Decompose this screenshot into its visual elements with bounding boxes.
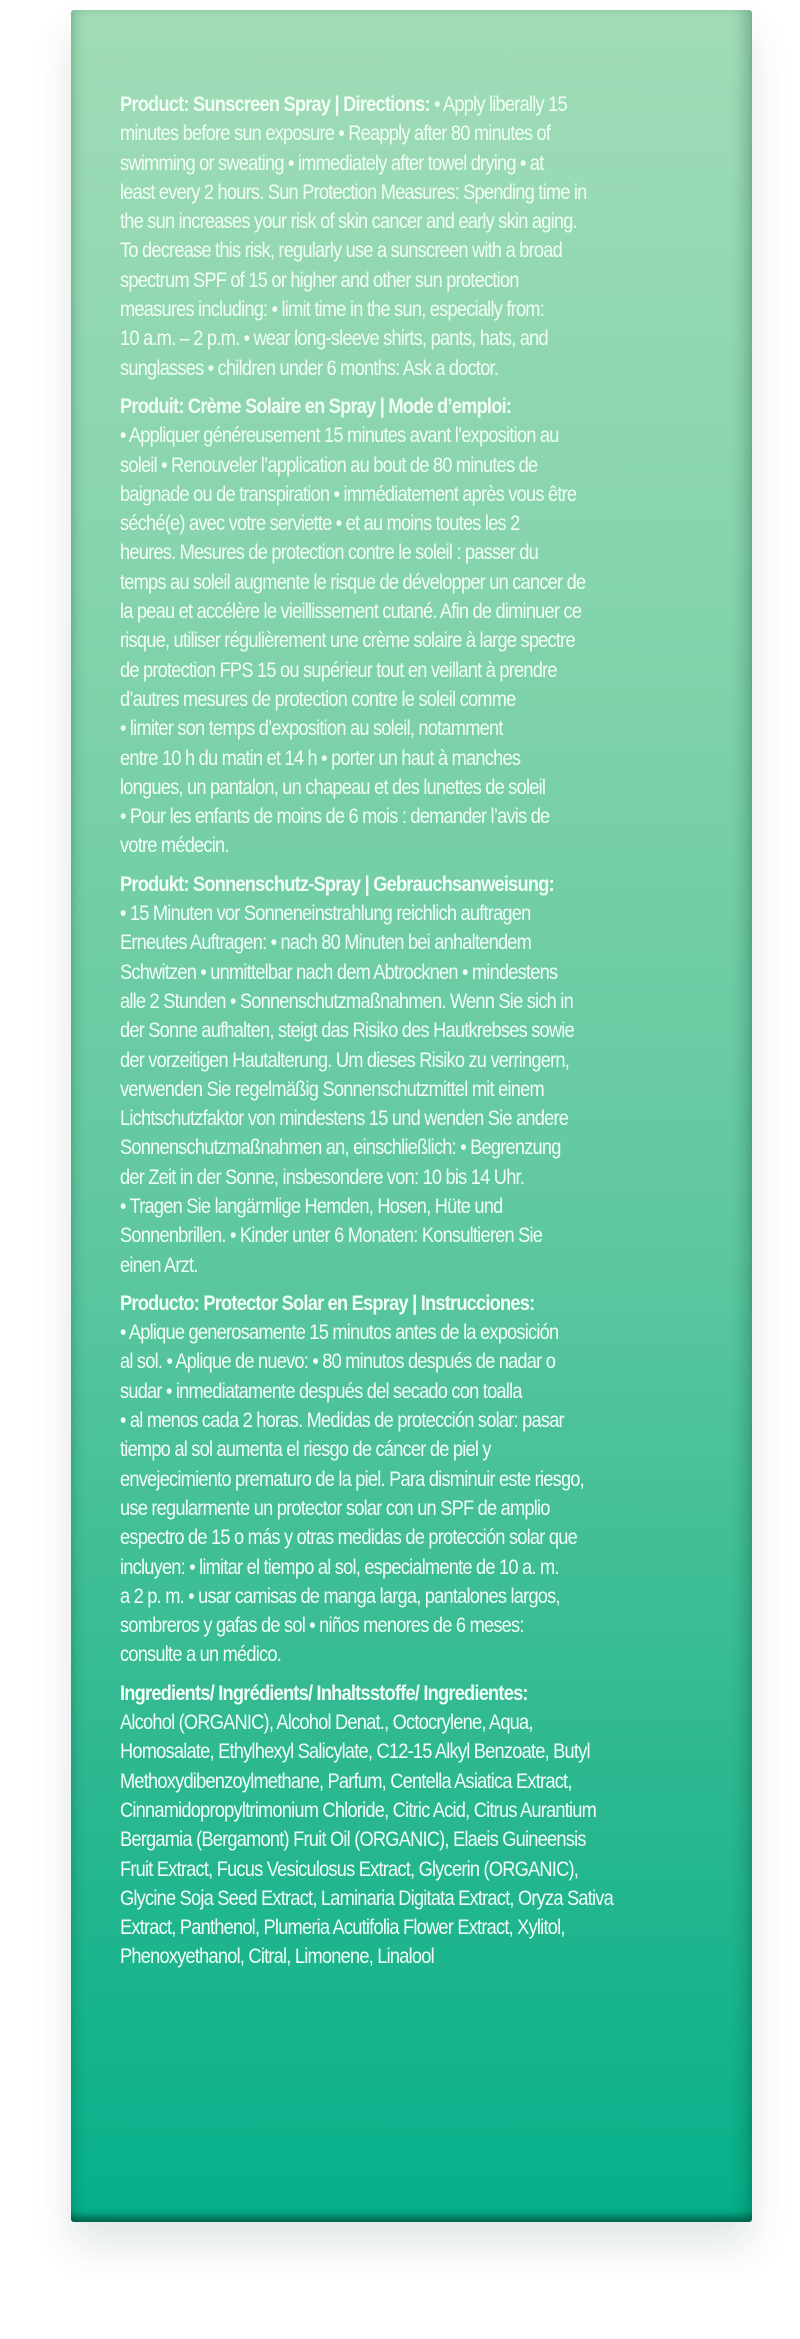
- text-line: heures. Mesures de protection contre le soleil : passer du: [120, 541, 538, 565]
- text-line: einen Arzt.: [120, 1253, 198, 1277]
- text-line: incluyen: • limitar el tiempo al sol, especialmente de 10 a. m.: [120, 1555, 559, 1579]
- text-line: Glycine Soja Seed Extract, Laminaria Digitata Extract, Oryza Sativa: [120, 1886, 613, 1910]
- text-line: espectro de 15 o más y otras medidas de protección solar que: [120, 1526, 577, 1550]
- text-line: alle 2 Stunden • Sonnenschutzmaßnahmen. Wenn Sie sich in: [120, 989, 573, 1013]
- text-line: Extract, Panthenol, Plumeria Acutifolia Flower Extract, Xylitol,: [120, 1916, 565, 1940]
- text-line: • Pour les enfants de moins de 6 mois : demander l’avis de: [120, 805, 550, 829]
- text-line: • al menos cada 2 horas. Medidas de protección solar: pasar: [120, 1409, 564, 1433]
- text-line: Erneutes Auftragen: • nach 80 Minuten bei anhaltendem: [120, 931, 532, 955]
- text-line: • limiter son temps d’exposition au soleil, notamment: [120, 717, 503, 741]
- text-line-continuation: • Apply liberally 15: [429, 93, 567, 116]
- text-line: sombreros y gafas de sol • niños menores de 6 meses:: [120, 1614, 524, 1638]
- text-line: tiempo al sol aumenta el riesgo de cáncer de piel y: [120, 1438, 491, 1462]
- text-line: sunglasses • children under 6 months: Ask a doctor.: [120, 356, 499, 380]
- text-line: swimming or sweating • immediately after towel drying • at: [120, 151, 544, 175]
- text-line: Schwitzen • unmittelbar nach dem Abtrocknen • mindestens: [120, 960, 558, 984]
- text-line: least every 2 hours. Sun Protection Measures: Spending time in: [120, 180, 587, 204]
- text-line: Homosalate, Ethylhexyl Salicylate, C12-15 Alkyl Benzoate, Butyl: [120, 1740, 590, 1764]
- section-heading: Ingredients/ Ingrédients/ Inhaltsstoffe/ Ingredientes:: [120, 1681, 528, 1705]
- text-line: longues, un pantalon, un chapeau et des lunettes de soleil: [120, 775, 546, 799]
- text-line: minutes before sun exposure • Reapply after 80 minutes of: [120, 122, 551, 146]
- text-line: the sun increases your risk of skin cancer and early skin aging.: [120, 210, 577, 234]
- text-line: baignade ou de transpiration • immédiatement après vous être: [120, 482, 577, 506]
- text-line: la peau et accélère le vieillissement cutané. Afin de diminuer ce: [120, 600, 582, 624]
- text-line: Alcohol (ORGANIC), Alcohol Denat., Octocrylene, Aqua,: [120, 1711, 533, 1735]
- label-text: [120, 90, 761, 1981]
- section-french: [120, 392, 761, 861]
- text-line: Lichtschutzfaktor von mindestens 15 und wenden Sie andere: [120, 1107, 569, 1131]
- text-line: Sonnenschutzmaßnahmen an, einschließlich: • Begrenzung: [120, 1136, 561, 1160]
- text-line: measures including: • limit time in the sun, especially from:: [120, 298, 545, 322]
- section-heading: Producto: Protector Solar en Espray | Instrucciones:: [120, 1291, 535, 1315]
- text-line: • Appliquer généreusement 15 minutes avant l’exposition au: [120, 424, 559, 448]
- text-line: temps au soleil augmente le risque de développer un cancer de: [120, 570, 586, 594]
- text-line: d’autres mesures de protection contre le soleil comme: [120, 687, 516, 711]
- text-line: • Tragen Sie langärmlige Hemden, Hosen, Hüte und: [120, 1194, 503, 1218]
- text-line: verwenden Sie regelmäßig Sonnenschutzmittel mit einem: [120, 1077, 544, 1101]
- text-line: Cinnamidopropyltrimonium Chloride, Citric Acid, Citrus Aurantium: [120, 1798, 597, 1822]
- text-line: Sonnenbrillen. • Kinder unter 6 Monaten: Konsultieren Sie: [120, 1224, 543, 1248]
- text-line: • Aplique generosamente 15 minutos antes de la exposición: [120, 1321, 559, 1345]
- text-line: sudar • inmediatamente después del secado con toalla: [120, 1379, 522, 1403]
- text-line: der Sonne aufhalten, steigt das Risiko des Hautkrebses sowie: [120, 1019, 574, 1043]
- text-line: envejecimiento prematuro de la piel. Para disminuir este riesgo,: [120, 1467, 584, 1491]
- section-heading: Product: Sunscreen Spray | Directions:: [120, 93, 430, 116]
- text-line: spectrum SPF of 15 or higher and other sun protection: [120, 268, 519, 292]
- text-line: Methoxydibenzoylmethane, Parfum, Centella Asiatica Extract,: [120, 1769, 572, 1793]
- text-line: Fruit Extract, Fucus Vesiculosus Extract, Glycerin (ORGANIC),: [120, 1857, 579, 1881]
- text-line: Bergamia (Bergamont) Fruit Oil (ORGANIC), Elaeis Guineensis: [120, 1828, 586, 1852]
- text-line: Phenoxyethanol, Citral, Limonene, Linalool: [120, 1945, 434, 1969]
- section-heading: Produkt: Sonnenschutz-Spray | Gebrauchsanweisung:: [120, 872, 554, 896]
- text-line: • 15 Minuten vor Sonneneinstrahlung reichlich auftragen: [120, 902, 531, 926]
- text-line: séché(e) avec votre serviette • et au moins toutes les 2: [120, 512, 520, 536]
- section-heading: Produit: Crème Solaire en Spray | Mode d’emploi:: [120, 394, 512, 418]
- text-line: votre médecin.: [120, 834, 229, 858]
- text-line: al sol. • Aplique de nuevo: • 80 minutos después de nadar o: [120, 1350, 556, 1374]
- text-line: soleil • Renouveler l’application au bout de 80 minutes de: [120, 453, 538, 477]
- text-line: consulte a un médico.: [120, 1643, 282, 1667]
- section-german: [120, 870, 761, 1280]
- text-line: entre 10 h du matin et 14 h • porter un haut à manches: [120, 746, 521, 770]
- text-line: To decrease this risk, regularly use a sunscreen with a broad: [120, 239, 562, 263]
- text-line: risque, utiliser régulièrement une crème solaire à large spectre: [120, 629, 575, 653]
- text-line: a 2 p. m. • usar camisas de manga larga, pantalones largos,: [120, 1584, 560, 1608]
- text-line: 10 a.m. – 2 p.m. • wear long-sleeve shirts, pants, hats, and: [120, 327, 548, 351]
- text-line: der vorzeitigen Hautalterung. Um dieses Risiko zu verringern,: [120, 1048, 570, 1072]
- text-line: der Zeit in der Sonne, insbesondere von: 10 bis 14 Uhr.: [120, 1165, 525, 1189]
- text-line: use regularmente un protector solar con un SPF de amplio: [120, 1496, 550, 1520]
- section-ingredients: [120, 1679, 761, 1972]
- section-spanish: [120, 1289, 761, 1670]
- text-line: de protection FPS 15 ou supérieur tout en veillant à prendre: [120, 658, 557, 682]
- text-line: [120, 90, 761, 119]
- section-english: [120, 90, 761, 383]
